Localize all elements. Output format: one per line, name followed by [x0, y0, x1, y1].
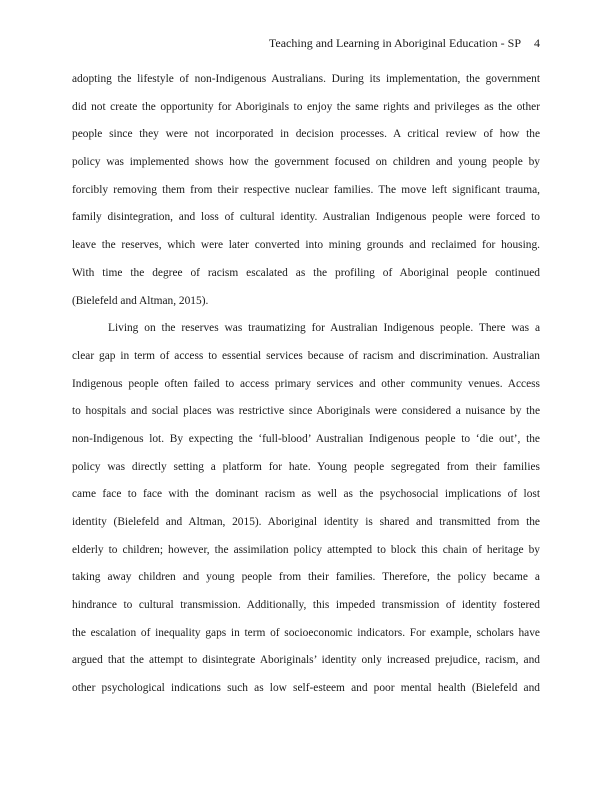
running-header — [269, 36, 540, 50]
paragraph-1-line: forcibly removing them from their respective nuclear families. The move left significant trauma, — [72, 183, 540, 196]
paragraph-2-line: Indigenous people often failed to access primary services and other community venues. Access — [72, 377, 540, 390]
paragraph-2-line: other psychological indications such as low self-esteem and poor mental health (Bielefeld and — [72, 682, 540, 695]
paragraph-2-line: clear gap in term of access to essential services because of racism and discrimination. Australian — [72, 349, 540, 362]
paragraph-1-line: leave the reserves, which were later converted into mining grounds and reclaimed for housing. — [72, 239, 540, 252]
paragraph-2-line: to hospitals and social places was restrictive since Aboriginals were considered a nuisance by the — [72, 405, 540, 418]
paragraph-1-line: (Bielefeld and Altman, 2015). — [72, 294, 209, 307]
paragraph-2-line: hindrance to cultural transmission. Additionally, this impeded transmission of identity fostered — [72, 599, 540, 612]
paragraph-2-line: elderly to children; however, the assimilation policy attempted to block this chain of heritage by — [72, 543, 540, 556]
paragraph-2-line: taking away children and young people from their families. Therefore, the policy became a — [72, 571, 540, 584]
paragraph-1-line: With time the degree of racism escalated as the profiling of Aboriginal people continued — [72, 266, 540, 279]
page-number: 4 — [534, 36, 540, 50]
paragraph-2-line: non-Indigenous lot. By expecting the ‘full-blood’ Australian Indigenous people to ‘die out’, the — [72, 432, 540, 445]
paragraph-1-line: did not create the opportunity for Aboriginals to enjoy the same rights and privileges as the other — [72, 100, 540, 113]
header-title: Teaching and Learning in Aboriginal Education - SP — [268, 36, 521, 50]
paragraph-1-line: adopting the lifestyle of non-Indigenous Australians. During its implementation, the government — [72, 73, 540, 85]
paragraph-2-line: policy was directly setting a platform for hate. Young people segregated from their families — [72, 460, 540, 473]
paragraph-2-line: came face to face with the dominant racism as well as the psychosocial implications of lost — [72, 488, 540, 501]
body-text — [72, 66, 540, 703]
paragraph-2-line: argued that the attempt to disintegrate Aboriginals’ identity only increased prejudice, racism, and — [72, 654, 540, 667]
paragraph-2-line: Living on the reserves was traumatizing for Australian Indigenous people. There was a — [108, 322, 540, 335]
paragraph-1-line: people since they were not incorporated in decision processes. A critical review of how the — [72, 128, 540, 141]
paragraph-2-line: the escalation of inequality gaps in term of socioeconomic indicators. For example, scholars have — [72, 626, 540, 639]
paragraph-2-line: identity (Bielefeld and Altman, 2015). Aboriginal identity is shared and transmitted from the — [72, 516, 540, 528]
paragraph-1-line: family disintegration, and loss of cultural identity. Australian Indigenous people were forced to — [72, 211, 540, 224]
paragraph-1-line: policy was implemented shows how the government focused on children and young people by — [72, 156, 540, 169]
